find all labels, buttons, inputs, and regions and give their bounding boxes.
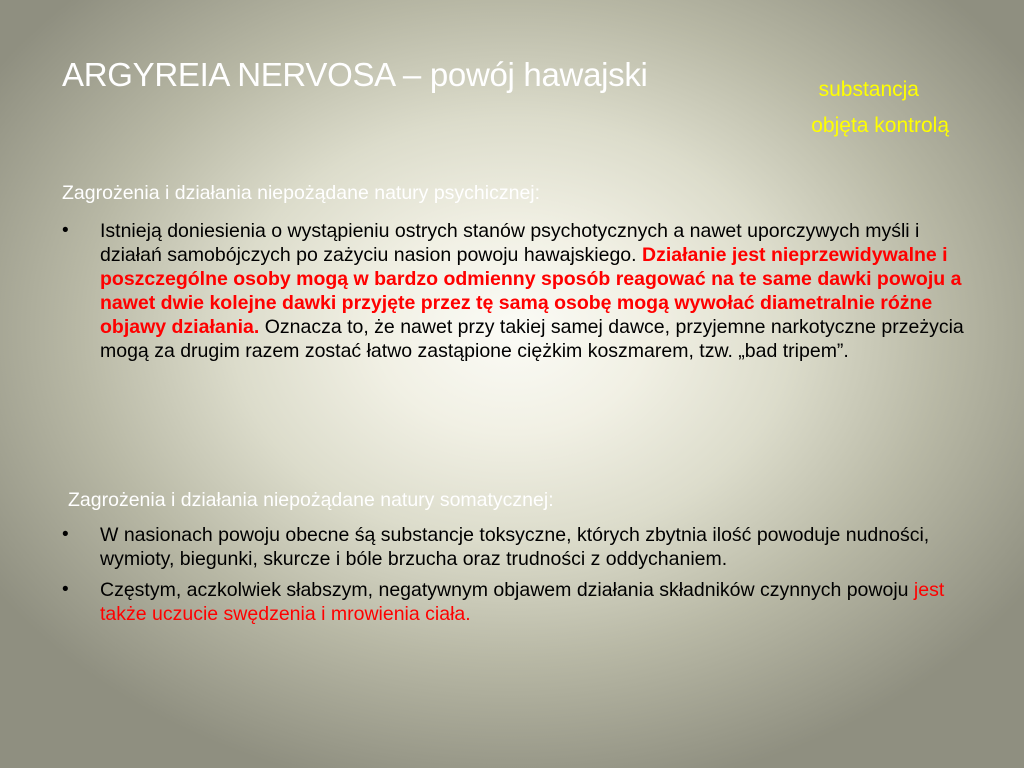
controlled-substance-note xyxy=(749,72,949,144)
bullet-icon: • xyxy=(62,524,69,545)
controlled-substance-note-line2: objęta kontrolą xyxy=(811,114,949,137)
list-item-text: Częstym, aczkolwiek słabszym, negatywnym objawem działania składników czynnych powoju xyxy=(100,579,914,601)
psychic-risks-heading: Zagrożenia i działania niepożądane natury psychicznej: xyxy=(62,182,541,204)
list-item xyxy=(62,523,967,571)
somatic-risks-heading: Zagrożenia i działania niepożądane natury somatycznej: xyxy=(68,489,554,511)
slide-title: ARGYREIA NERVOSA – powój hawajski xyxy=(62,56,648,93)
list-item xyxy=(62,219,967,363)
psychic-risks-list xyxy=(62,219,967,370)
list-item-emphasis: Działanie jest nieprzewidywalne i poszczególne osoby mogą w bardzo odmienny sposób reagować na te same dawki powoju a nawet dwie kolejne dawki przyjęte przez tę samą osobę mogą wywołać diametralnie różne objawy działania. xyxy=(100,244,962,338)
list-item-emphasis: jest także uczucie swędzenia i mrowienia ciała. xyxy=(100,579,945,625)
bullet-icon: • xyxy=(62,579,69,600)
list-item-text: W nasionach powoju obecne śą substancje toksyczne, których zbytnia ilość powoduje nudności, wymioty, biegunki, skurcze i bóle brzucha oraz trudności z oddychaniem. xyxy=(100,524,930,570)
bullet-icon: • xyxy=(62,220,69,241)
list-item xyxy=(62,578,967,626)
controlled-substance-note-line1: substancja xyxy=(818,78,919,101)
list-item-text: Istnieją doniesienia o wystąpieniu ostrych stanów psychotycznych a nawet uporczywych myśli i działań samobójczych po zażyciu nasion powoju hawajskiego. xyxy=(100,220,920,266)
list-item-text: Oznacza to, że nawet przy takiej samej dawce, przyjemne narkotyczne przeżycia mogą za drugim razem zostać łatwo zastąpione ciężkim koszmarem, tzw. „bad tripem”. xyxy=(100,316,964,362)
somatic-risks-list xyxy=(62,523,967,633)
